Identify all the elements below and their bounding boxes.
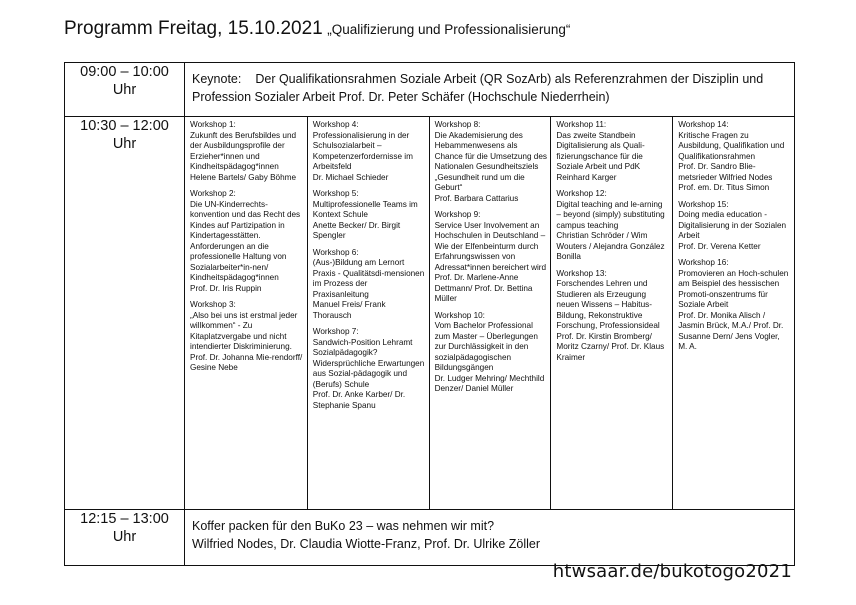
workshop-speaker: Reinhard Karger: [556, 172, 617, 182]
closing-text: Koffer packen für den BuKo 23 – was nehmen wir mit?: [192, 519, 495, 533]
keynote-cell: [185, 63, 795, 117]
closing-speakers: Wilfried Nodes, Dr. Claudia Wiotte-Franz, Prof. Dr. Ulrike Zöller: [192, 537, 541, 551]
workshop-heading: Workshop 2:: [190, 189, 236, 198]
workshop-entry: [435, 210, 548, 305]
workshop-title: (Aus-)Bildung am Lernort Praxis - Qualitätsdi-mensionen im Prozess der Praxisanleitung: [312, 258, 425, 299]
keynote-time-cell: [65, 63, 185, 117]
workshop-heading: Workshop 12:: [556, 189, 607, 198]
workshop-speaker: Prof. Dr. Monika Alisch / Jasmin Brück, M.A./ Prof. Dr. Susanne Dern/ Jens Vogler, M. A.: [678, 310, 784, 351]
keynote-speaker: Prof. Dr. Peter Schäfer (Hochschule Niederrhein): [338, 90, 610, 104]
workshop-column: [307, 117, 429, 509]
workshops-row: [65, 117, 795, 510]
workshop-heading: Workshop 4:: [312, 120, 359, 129]
workshop-speaker: Prof. Dr. Sandro Blie-metsrieder Wilfried Nodes Prof. em. Dr. Titus Simon: [678, 162, 773, 192]
title-subtitle: „Qualifizierung und Professionalisierung“: [327, 22, 571, 37]
workshops-time: 10:30 – 12:00: [80, 118, 169, 134]
workshop-title: Die UN-Kinderrechts-konvention und das Recht des Kindes auf Partizipation in Kindertagesstätten. Anforderungen an die professionelle Haltung von Sozialarbeiter*in-nen/ Kindheitspädagog*innen: [190, 199, 301, 282]
workshop-entry: [556, 120, 669, 183]
page-title: [64, 18, 570, 40]
workshop-heading: Workshop 13:: [556, 268, 607, 278]
workshop-heading: Workshop 7:: [312, 327, 359, 336]
workshop-heading: Workshop 10:: [434, 310, 485, 320]
workshop-title: Doing media education - Digitalisierung in der Sozialen Arbeit: [678, 210, 787, 240]
workshop-heading: Workshop 6:: [312, 247, 359, 257]
keynote-text: Der Qualifikationsrahmen Soziale Arbeit (QR SozArb) als Referenzrahmen der Disziplin und Profession Sozialer Arbeit: [192, 72, 764, 104]
workshop-entry: [313, 189, 426, 242]
workshop-title: „Also bei uns ist erstmal jeder willkommen“ - Zu Kitaplatzvergabe und nicht intendierter Diskriminierung.: [190, 310, 298, 351]
workshops-time-unit: Uhr: [112, 136, 137, 152]
workshop-speaker: Anette Becker/ Dr. Birgit Spengler: [312, 220, 401, 240]
workshop-title: Die Akademisierung des Hebammenwesens als Chance für die Umsetzung des Nationalen Gesundheitsziels „Gesundheit rund um die Geburt“: [434, 130, 548, 192]
workshop-entry: [678, 258, 791, 353]
closing-row: [65, 510, 795, 566]
workshop-entry: [678, 120, 791, 194]
closing-cell: [185, 510, 795, 566]
workshop-column: [672, 117, 794, 509]
workshop-speaker: Helene Bartels/ Gaby Böhme: [190, 172, 297, 182]
workshop-entry: [313, 120, 426, 183]
workshop-speaker: Prof. Barbara Cattarius: [434, 193, 519, 203]
workshop-title: Forschendes Lehren und Studieren als Erzeugung neuen Wissens – Habitus-Bildung, Rekonstruktive Forschung, Professionsideal: [556, 279, 660, 330]
keynote-time: 09:00 – 10:00: [80, 64, 169, 80]
workshop-title: Digital teaching and le-arning – beyond (simply) substituting campus teaching: [556, 199, 665, 230]
workshop-heading: Workshop 9:: [434, 210, 481, 219]
workshop-entry: [556, 269, 669, 364]
workshop-title: Das zweite Standbein Digitalisierung als Quali-fizierungschance für die Soziale Arbeit und PdK: [556, 130, 645, 171]
workshop-heading: Workshop 14:: [678, 120, 729, 129]
program-table: [64, 62, 795, 566]
closing-time-unit: Uhr: [112, 529, 137, 545]
workshop-title: Vom Bachelor Professional zum Master – Überlegungen zur Durchlässigkeit in den sozialpädagogischen Bildungsgängen: [434, 321, 538, 372]
closing-time-cell: [65, 510, 185, 566]
keynote-row: [65, 63, 795, 117]
workshop-speaker: Dr. Ludger Mehring/ Mechthild Denzer/ Daniel Müller: [434, 373, 545, 393]
workshop-entry: [556, 189, 669, 263]
workshop-heading: Workshop 11:: [556, 120, 607, 129]
workshop-speaker: Prof. Dr. Anke Karber/ Dr. Stephanie Spanu: [312, 390, 406, 410]
workshop-title: Kritische Fragen zu Ausbildung, Qualifikation und Qualifikationsrahmen: [678, 130, 785, 161]
keynote-time-unit: Uhr: [112, 82, 137, 98]
workshop-heading: Workshop 3:: [190, 300, 236, 309]
workshop-grid: [185, 117, 794, 509]
workshop-title: Professionalisierung in der Schulsozialarbeit – Kompetenzerfordernisse im Arbeitsfeld: [312, 130, 413, 171]
workshop-title: Zukunft des Berufsbildes und der Ausbildungsprofile der Erzieher*innen und Kindheitspädagog*innen: [190, 130, 297, 171]
workshop-heading: Workshop 8:: [434, 120, 481, 129]
closing-time: 12:15 – 13:00: [80, 511, 169, 527]
workshop-title: Sandwich-Position Lehramt Sozialpädagogik? Widersprüchliche Erwartungen aus Sozial-pädagogik und (Berufs) Schule: [312, 337, 425, 389]
workshop-entry: [190, 300, 304, 374]
workshop-speaker: Prof. Dr. Johanna Mie-rendorff/ Gesine Nebe: [190, 352, 303, 372]
workshop-entry: [435, 120, 548, 204]
workshop-entry: [190, 120, 304, 183]
workshops-cell: [185, 117, 795, 510]
workshop-speaker: Prof. Dr. Marlene-Anne Dettmann/ Prof. Dr. Bettina Müller: [434, 273, 533, 303]
workshop-heading: Workshop 5:: [312, 189, 359, 198]
workshop-entry: [678, 200, 791, 253]
workshop-title: Multiprofessionelle Teams im Kontext Schule: [312, 199, 418, 219]
workshop-speaker: Prof. Dr. Verena Ketter: [678, 241, 761, 251]
workshop-column: [429, 117, 551, 509]
workshop-entry: [313, 248, 426, 322]
workshop-entry: [435, 311, 548, 395]
event-url: htwsaar.de/bukotogo2021: [552, 561, 792, 582]
workshop-heading: Workshop 16:: [678, 258, 729, 267]
workshop-entry: [313, 327, 426, 411]
keynote-label: Keynote:: [192, 72, 242, 86]
workshop-heading: Workshop 1:: [190, 120, 236, 129]
workshop-title: Service User Involvement an Hochschulen in Deutschland – Wie der Elfenbeinturm durch Erfahrungswissen von Adressat*innen bereichert wird: [434, 220, 547, 272]
workshop-speaker: Manuel Freis/ Frank Thorausch: [312, 300, 386, 320]
workshops-time-cell: [65, 117, 185, 510]
workshop-entry: [190, 189, 304, 294]
title-main: Programm Freitag, 15.10.2021: [64, 18, 323, 39]
workshop-speaker: Christian Schröder / Wim Wouters / Alejandra González Bonilla: [556, 231, 665, 261]
workshop-speaker: Dr. Michael Schieder: [312, 172, 389, 182]
workshop-heading: Workshop 15:: [678, 199, 729, 209]
workshop-column: [185, 117, 307, 509]
workshop-column: [550, 117, 672, 509]
workshop-speaker: Prof. Dr. Iris Ruppin: [190, 283, 262, 293]
workshop-title: Promovieren an Hoch-schulen am Beispiel des hessischen Promoti-onszentrums für Soziale Arbeit: [678, 268, 789, 309]
workshop-speaker: Prof. Dr. Kirstin Bromberg/ Moritz Czarny/ Prof. Dr. Klaus Kraimer: [556, 331, 665, 362]
